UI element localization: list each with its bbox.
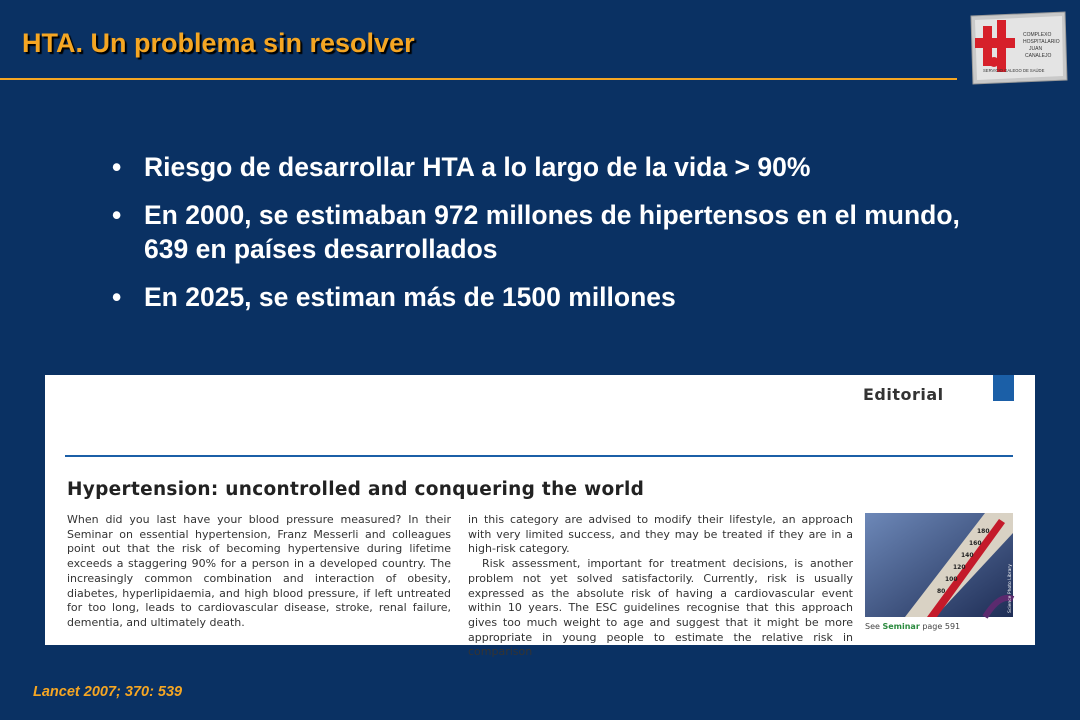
bullet-item [112, 280, 992, 314]
editorial-tab [993, 375, 1014, 401]
gauge-tick-label: 100 [945, 576, 958, 583]
article-column-2-paragraph-2: Risk assessment, important for treatment decisions, is another problem not yet solved satisfactorily. Currently, risk is usually expressed as the absolute risk of having a cardiovascular event within 10 years. The ESC guidelines recognise that this approach gives too much weight to age and suggest that it might be more appropriate in young people to estimate the relative risk in comparison [468, 557, 853, 659]
article-column-1: When did you last have your blood pressure measured? In their Seminar on essential hypertension, Franz Messerli and colleagues point out that the risk of becoming hypertensive during lifetime exceeds a staggering 90% for a person in a developed country. The increasingly common combination and interaction of obesity, diabetes, hyperlipidaemia, and high blood pressure, if left untreated for too long, leads to cardiovascular disease, stroke, renal failure, dementia, and ultimately death. [67, 513, 451, 629]
slide-title: HTA. Un problema sin resolver [22, 28, 415, 58]
seminar-link[interactable]: Seminar [882, 622, 920, 631]
bullet-text: Riesgo de desarrollar HTA a lo largo de la vida > 90% [144, 152, 811, 182]
bullet-marker: • [112, 152, 122, 182]
blood-pressure-gauge-photo [865, 513, 1013, 617]
citation: Lancet 2007; 370: 539 [33, 684, 183, 700]
editorial-label: Editorial [863, 385, 944, 404]
gauge-tick-label: 160 [969, 540, 982, 547]
bullet-list [112, 150, 992, 328]
gauge-tick-label: 80 [937, 588, 946, 595]
bullet-item [112, 150, 992, 184]
bullet-text: En 2025, se estiman más de 1500 millones [144, 282, 676, 312]
article-column-2 [468, 513, 853, 660]
article-clipping [45, 375, 1035, 659]
photo-caption [865, 622, 960, 631]
gauge-tick-label: 140 [961, 552, 974, 559]
title-divider [0, 78, 957, 80]
bullet-item [112, 198, 992, 266]
gauge-tick-label: 120 [953, 564, 966, 571]
logo-line-1: COMPLEXO [1023, 32, 1052, 38]
caption-suffix: page 591 [922, 622, 961, 631]
logo-line-2: HOSPITALARIO [1023, 39, 1060, 45]
article-headline: Hypertension: uncontrolled and conquering the world [67, 479, 645, 500]
logo-line-3: JUAN [1029, 46, 1043, 52]
photo-credit: Science Photo Library [1008, 564, 1013, 613]
hospital-logo [967, 10, 1069, 86]
logo-line-4: CANALEJO [1025, 53, 1052, 59]
caption-prefix: See [865, 622, 880, 631]
editorial-divider [65, 455, 1013, 457]
logo-footer: SERVICIO GALEGO DE SAÚDE [983, 68, 1045, 73]
gauge-tick-label: 180 [977, 528, 990, 535]
article-column-2-paragraph-1: in this category are advised to modify their lifestyle, an approach with very limited success, and they may be treated if they are in a high-risk category. [468, 513, 853, 556]
bullet-text: En 2000, se estimaban 972 millones de hipertensos en el mundo, 639 en países desarrollados [144, 200, 960, 264]
bullet-marker: • [112, 282, 122, 312]
bullet-marker: • [112, 200, 122, 230]
